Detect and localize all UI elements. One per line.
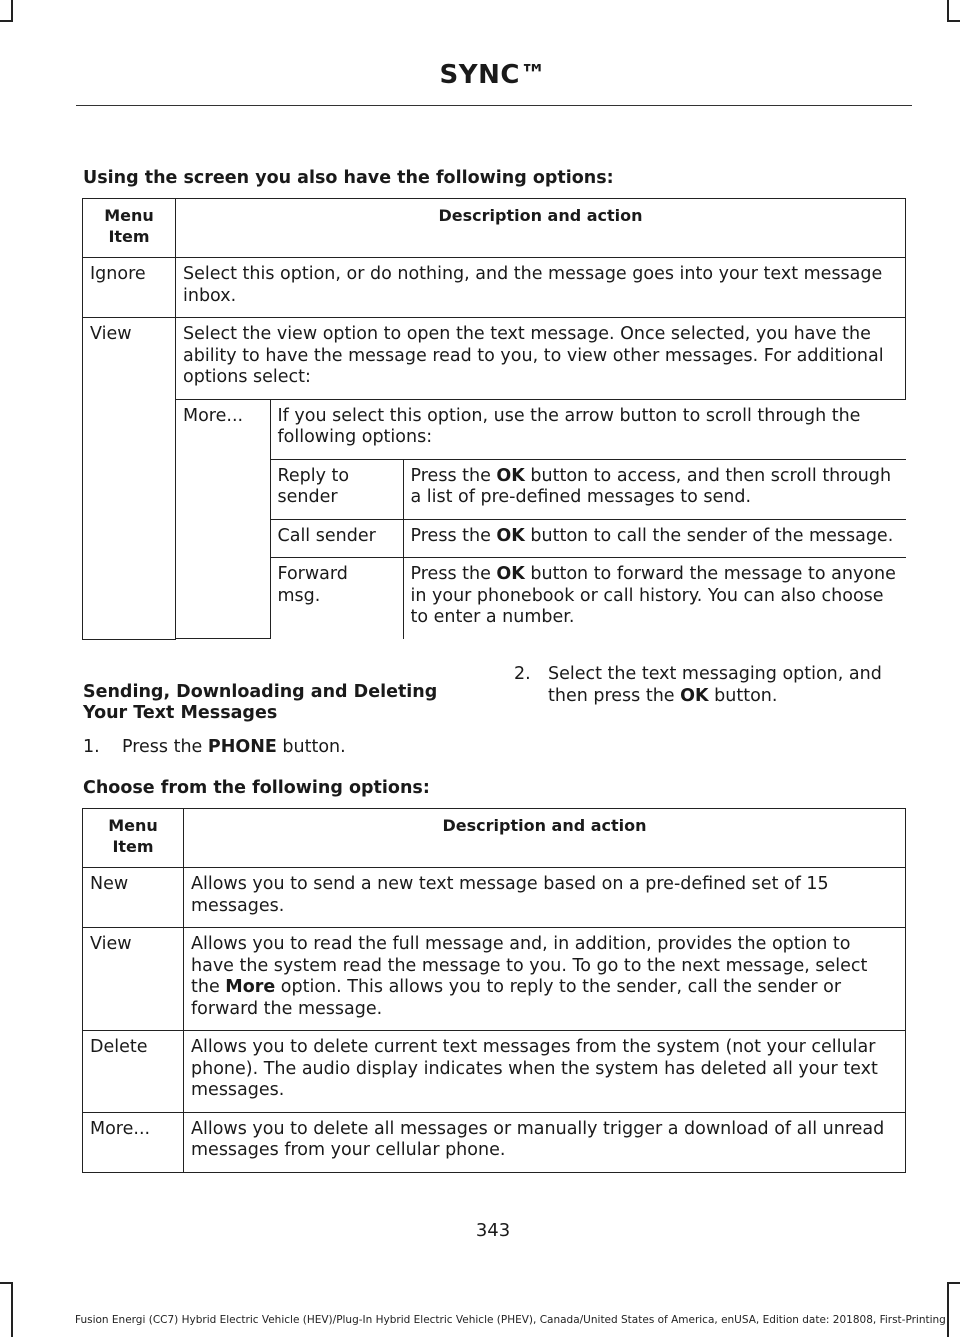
page-title: SYNC™ xyxy=(439,60,547,90)
table-row xyxy=(83,1112,906,1172)
menu-item: Reply to sender xyxy=(270,459,403,519)
table-row xyxy=(176,519,906,558)
table-row xyxy=(83,258,906,318)
description xyxy=(403,519,906,558)
more-option-label: More xyxy=(225,977,276,997)
description: Allows you to send a new text message based on a pre-defined set of 15 messages. xyxy=(184,868,906,928)
table1-intro: Using the screen you also have the following options: xyxy=(83,168,614,188)
text: Select the text messaging option, and then press the xyxy=(548,664,882,706)
footer-text: Fusion Energi (CC7) Hybrid Electric Vehicle (HEV)/Plug-In Hybrid Electric Vehicle (PHEV), Canada/United States of America, enUSA, Edition date: 201808, First-Printing xyxy=(75,1314,946,1326)
table-row xyxy=(176,558,906,639)
section-heading: Sending, Downloading and Deleting Your Text Messages xyxy=(83,682,438,723)
text: button to call the sender of the message. xyxy=(524,525,894,546)
options-table-2 xyxy=(82,808,906,1173)
crop-mark xyxy=(947,20,960,22)
description xyxy=(403,459,906,519)
table-row xyxy=(83,1031,906,1113)
description: Allows you to delete current text messages from the system (not your cellular phone). The audio display indicates when the system has deleted all your text messages. xyxy=(184,1031,906,1113)
text: Press the xyxy=(121,737,208,757)
menu-item: View xyxy=(83,318,176,640)
menu-item: Call sender xyxy=(270,519,403,558)
menu-item: New xyxy=(83,868,184,928)
header-divider xyxy=(76,105,912,106)
text: Press the xyxy=(410,564,497,584)
table2-intro: Choose from the following options: xyxy=(83,778,430,798)
description xyxy=(184,928,906,1031)
options-table-1 xyxy=(82,198,906,640)
menu-item: View xyxy=(83,928,184,1031)
nested-table-more xyxy=(176,400,906,640)
header-description: Description and action xyxy=(184,809,906,868)
crop-mark xyxy=(11,0,13,22)
description: Select the view option to open the text message. Once selected, you have the ability to have the message read to you, to view other messages. For additional options select: xyxy=(176,318,906,400)
table-row xyxy=(176,459,906,519)
step-number: 2. xyxy=(514,664,531,684)
nested-options xyxy=(176,399,906,639)
crop-mark xyxy=(947,0,949,22)
step-2 xyxy=(548,664,910,707)
ok-button-label: OK xyxy=(496,564,525,584)
page-number: 343 xyxy=(475,1220,511,1241)
menu-item: Ignore xyxy=(83,258,176,318)
menu-item: Delete xyxy=(83,1031,184,1113)
crop-mark xyxy=(0,20,13,22)
text: button. xyxy=(276,737,346,757)
crop-mark xyxy=(947,1282,960,1284)
menu-item: More... xyxy=(83,1112,184,1172)
text: option. This allows you to reply to the sender, call the sender or forward the message. xyxy=(191,977,842,1019)
description: Allows you to delete all messages or manually trigger a download of all unread messages from your cellular phone. xyxy=(184,1112,906,1172)
header-description: Description and action xyxy=(176,199,906,258)
text: button. xyxy=(708,685,778,706)
text: button to forward the message to anyone in your phonebook or call history. You can also choose to enter a number. xyxy=(410,564,896,627)
menu-item: Forward msg. xyxy=(270,558,403,639)
header-menu-item: Menu Item xyxy=(83,199,176,258)
menu-item: More... xyxy=(176,400,270,639)
table-row xyxy=(83,868,906,928)
step-1 xyxy=(83,737,463,759)
ok-button-label: OK xyxy=(680,685,709,706)
text: Allows you to read the full message and, in addition, provides the option to have the system read the message to you. To go to the next message, select the xyxy=(191,934,868,997)
crop-mark xyxy=(0,1282,13,1284)
table-row xyxy=(83,318,906,400)
ok-button-label: OK xyxy=(496,465,525,486)
text: Press the xyxy=(410,465,497,486)
description: If you select this option, use the arrow button to scroll through the following options: xyxy=(270,400,906,460)
description xyxy=(403,558,906,639)
ok-button-label: OK xyxy=(496,525,525,546)
text: Press the xyxy=(410,525,497,546)
step-number: 1. xyxy=(83,737,100,757)
table-row xyxy=(83,928,906,1031)
text: button to access, and then scroll through a list of pre-defined messages to send. xyxy=(410,465,892,507)
phone-button-label: PHONE xyxy=(207,737,277,757)
crop-mark xyxy=(11,1282,13,1337)
crop-mark xyxy=(947,1282,949,1337)
table-row xyxy=(176,400,906,460)
header-menu-item: Menu Item xyxy=(83,809,184,868)
description: Select this option, or do nothing, and the message goes into your text message inbox. xyxy=(176,258,906,318)
